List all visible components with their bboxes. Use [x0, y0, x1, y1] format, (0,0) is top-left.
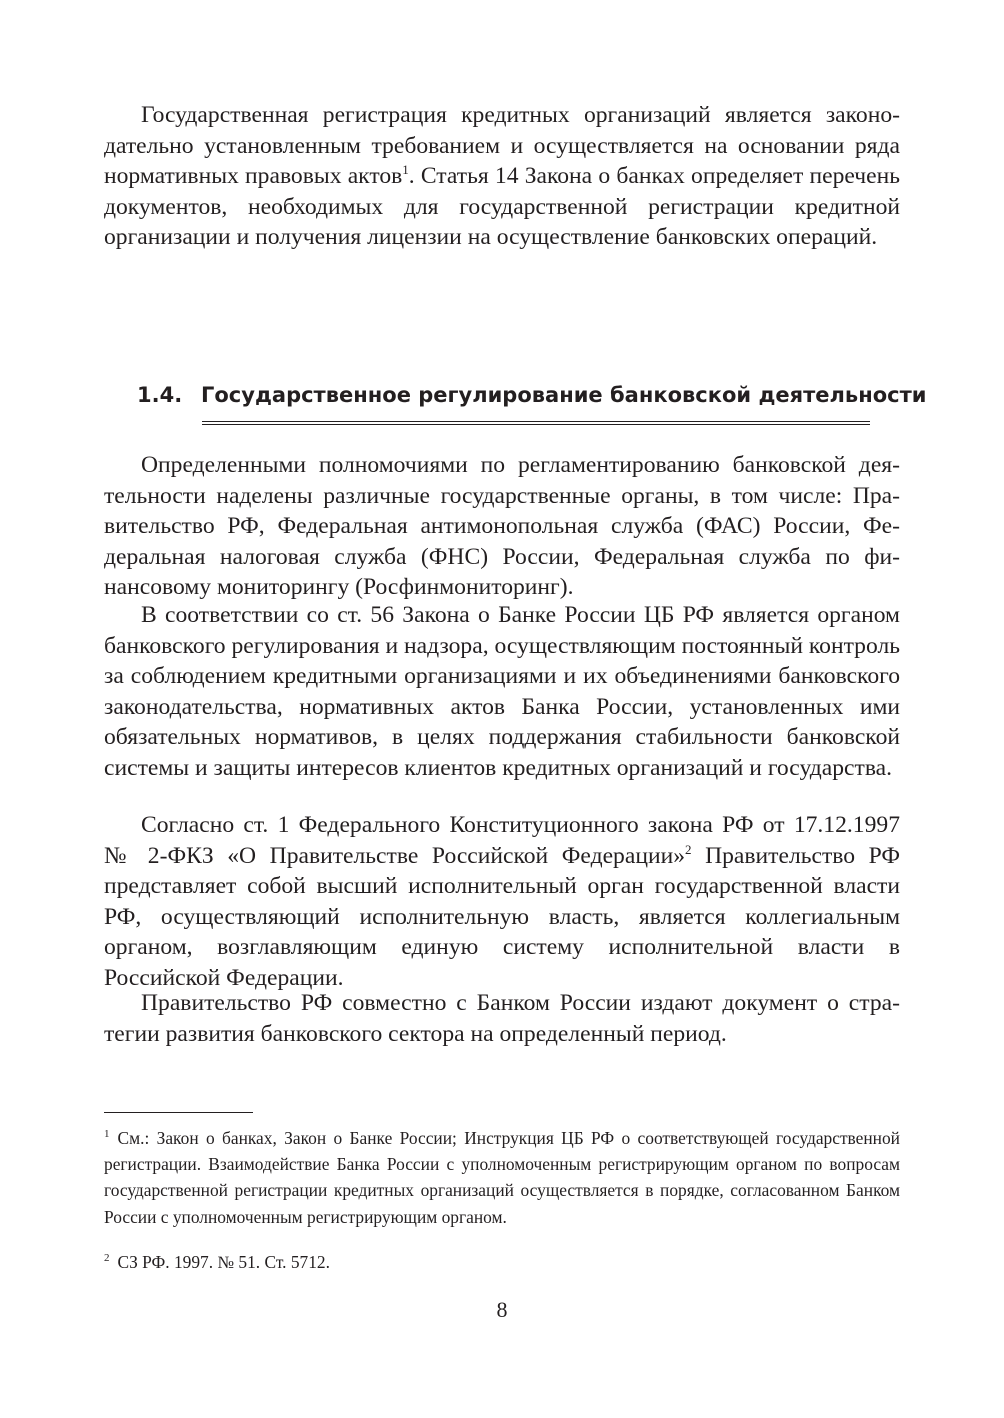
footnote-ref-1[interactable]: 1 — [402, 162, 409, 177]
body-paragraph-4: Правительство РФ совместно с Банком России издают документ о стратегии развития банковского сектора на определенный период. — [104, 990, 900, 1047]
body-paragraph-3 — [104, 810, 900, 993]
intro-paragraph-text-start: Государственная регистрация кредитных организаций является законодательно установленным требованием и осуществляется на основании ряда нормативных правовых актов — [104, 102, 900, 189]
section-number: 1.4. — [137, 383, 183, 407]
footnote-ref-2[interactable]: 2 — [685, 841, 692, 857]
body-paragraph-3-text-end: Правительство РФ представляет собой высший исполнительный орган государственной власти РФ, осуществляющий исполнительную власть, является коллегиальным органом, возглавляющим единую систему исполнительной власти в Российской Федерации. — [104, 842, 900, 991]
section-heading-double-rule — [202, 421, 870, 425]
footnote-mark-2: 2 — [104, 1252, 110, 1264]
footnote-separator — [104, 1112, 253, 1113]
page-number: 8 — [496, 1297, 508, 1322]
footnote-1-text: См.: Закон о банках, Закон о Банке России; Инструкция ЦБ РФ о соответствующей государственной регистрации. Взаимодействие Банка России с уполномоченным регистрирующим органом по вопросам государственной регистрации кредитных организаций осуществляется в порядке, согласованном Банком России с уполномоченным регистрирующим органом. — [104, 1128, 900, 1227]
body-paragraph-2: В соответствии со ст. 56 Закона о Банке России ЦБ РФ является органом банковского регулирования и надзора, осуществляющим постоянный контроль за соблюдением кредитными организациями и их объединениями банковского законодательства, нормативных актов Банка России, установленных ими обязательных нормативов, в целях поддержания стабильности банковской системы и защиты интересов клиентов кредитных организаций и государства. — [104, 602, 900, 781]
intro-paragraph — [104, 100, 900, 253]
footnote-2-text: СЗ РФ. 1997. № 51. Ст. 5712. — [117, 1252, 330, 1272]
section-title: Государственное регулирование банковской деятельности — [201, 383, 927, 407]
intro-paragraph-text-end: . Статья 14 Закона о банках определяет перечень документов, необходимых для государственной регистрации кредитной организации и получения лицензии на осуществление банковских операций. — [104, 163, 900, 250]
section-heading — [137, 380, 927, 410]
footnote-mark-1: 1 — [104, 1128, 110, 1140]
body-paragraph-1: Определенными полномочиями по регламентированию банковской деятельности наделены различные государственные органы, в том числе: Правительство РФ, Федеральная антимонопольная служба (ФАС) России, Федеральная налоговая служба (ФНС) России, Федеральная служба по финансовому мониторингу (Росфинмониторинг). — [104, 452, 900, 600]
document-page — [104, 0, 927, 1418]
body-paragraph-3-text-start: Согласно ст. 1 Федерального Конституционного закона РФ от 17.12.1997 № 2-ФКЗ «О Правительстве Российской Федерации» — [104, 812, 900, 869]
footnote-1 — [104, 1125, 900, 1230]
footnote-2 — [104, 1249, 900, 1275]
